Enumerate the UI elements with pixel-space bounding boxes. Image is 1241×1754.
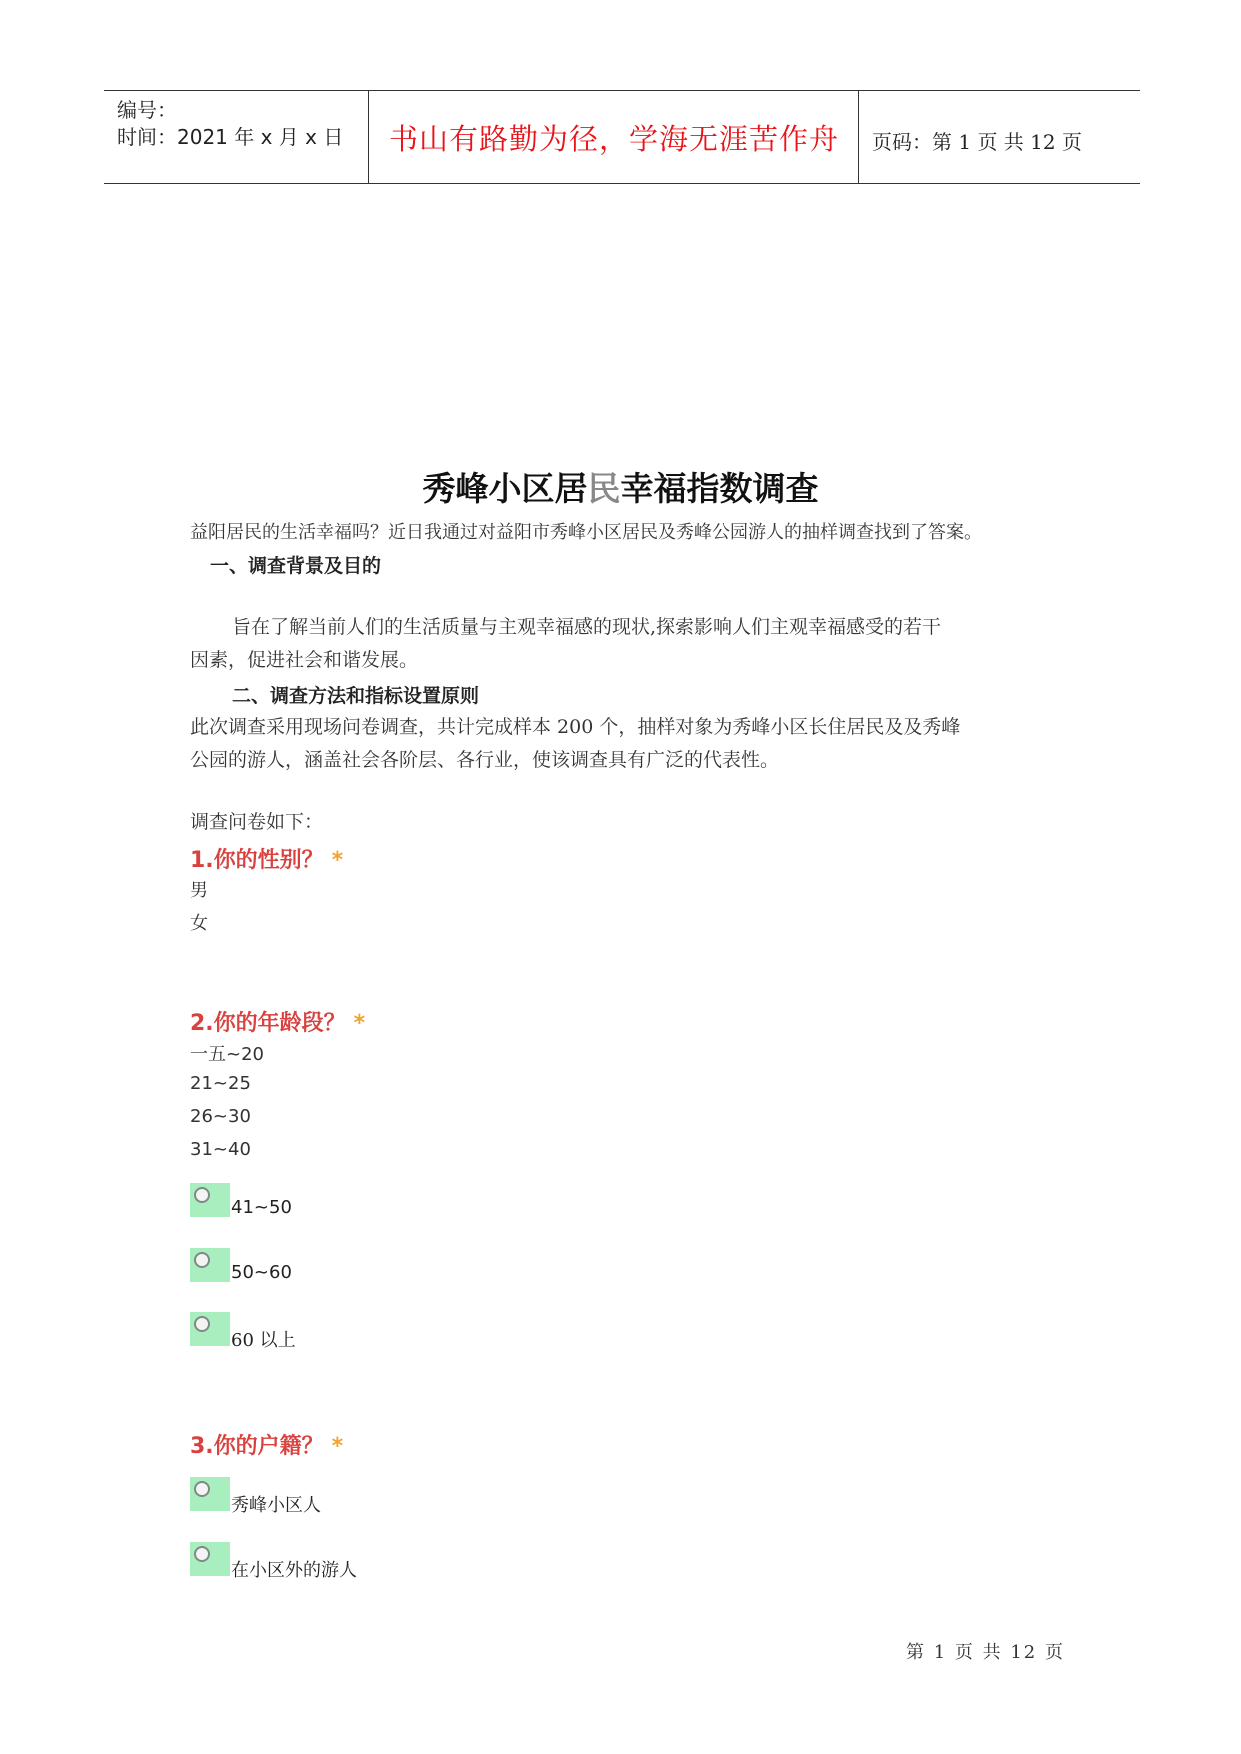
radio-button[interactable] (190, 1183, 230, 1217)
radio-label: 50~60 (231, 1262, 292, 1283)
radio-label: 60 以上 (231, 1330, 296, 1351)
question-1-option-female[interactable]: 女 (190, 913, 208, 934)
header-divider-right (858, 90, 859, 183)
question-3-text: 3.你的户籍？ (190, 1434, 324, 1459)
title-part-1: 秀峰小区居 (422, 469, 588, 508)
required-star: * (331, 848, 344, 873)
radio-button[interactable] (190, 1542, 230, 1576)
section-2-heading: 二、调查方法和指标设置原则 (232, 685, 480, 707)
question-2-option-1[interactable]: 一五~20 (190, 1044, 264, 1065)
header-top-rule (104, 90, 1140, 91)
section-1-line-1: 旨在了解当前人们的生活质量与主观幸福感的现状,探索影响人们主观幸福感受的若干 (232, 616, 942, 638)
question-2-option-2[interactable]: 21~25 (190, 1073, 251, 1094)
question-1-text: 1.你的性别？ (190, 848, 324, 873)
page-footer: 第 1 页 共 12 页 (906, 1642, 1065, 1663)
radio-button[interactable] (190, 1477, 230, 1511)
question-3-title (190, 1429, 343, 1460)
question-1-title (190, 843, 343, 874)
radio-label: 41~50 (231, 1197, 292, 1218)
question-2-option-3[interactable]: 26~30 (190, 1106, 251, 1127)
radio-button[interactable] (190, 1312, 230, 1346)
radio-label: 在小区外的游人 (231, 1560, 357, 1581)
title-part-3: 幸福指数调查 (620, 469, 819, 508)
header-time-label: 时间：2021 年 x 月 x 日 (117, 125, 344, 149)
intro-paragraph: 益阳居民的生活幸福吗？近日我通过对益阳市秀峰小区居民及秀峰公园游人的抽样调查找到了答案。 (190, 522, 982, 543)
question-2-option-4[interactable]: 31~40 (190, 1139, 251, 1160)
header-motto: 书山有路勤为径，学海无涯苦作舟 (388, 122, 839, 156)
header-bottom-rule (104, 183, 1140, 184)
radio-button[interactable] (190, 1248, 230, 1282)
radio-circle-icon (194, 1252, 210, 1268)
header-page-info: 页码：第 1 页 共 12 页 (872, 130, 1082, 154)
section-2-line-1: 此次调查采用现场问卷调查，共计完成样本 200 个，抽样对象为秀峰小区长住居民及及秀峰 (190, 716, 961, 738)
radio-circle-icon (194, 1187, 210, 1203)
header-divider-left (368, 90, 369, 183)
required-star: * (331, 1434, 344, 1459)
question-1-option-male[interactable]: 男 (190, 880, 208, 901)
title-part-2: 民 (587, 469, 621, 508)
header-number-label: 编号： (117, 98, 177, 122)
radio-circle-icon (194, 1316, 210, 1332)
question-2-text: 2.你的年龄段？ (190, 1011, 346, 1036)
question-2-title (190, 1006, 365, 1037)
section-2-line-2: 公园的游人，涵盖社会各阶层、各行业，使该调查具有广泛的代表性。 (190, 749, 780, 771)
required-star: * (353, 1011, 366, 1036)
questionnaire-intro: 调查问卷如下： (190, 811, 324, 833)
radio-circle-icon (194, 1546, 210, 1562)
section-1-heading: 一、调查背景及目的 (210, 555, 382, 577)
section-1-line-2: 因素，促进社会和谐发展。 (190, 649, 419, 671)
document-title (0, 463, 1241, 510)
radio-circle-icon (194, 1481, 210, 1497)
radio-label: 秀峰小区人 (231, 1495, 321, 1516)
